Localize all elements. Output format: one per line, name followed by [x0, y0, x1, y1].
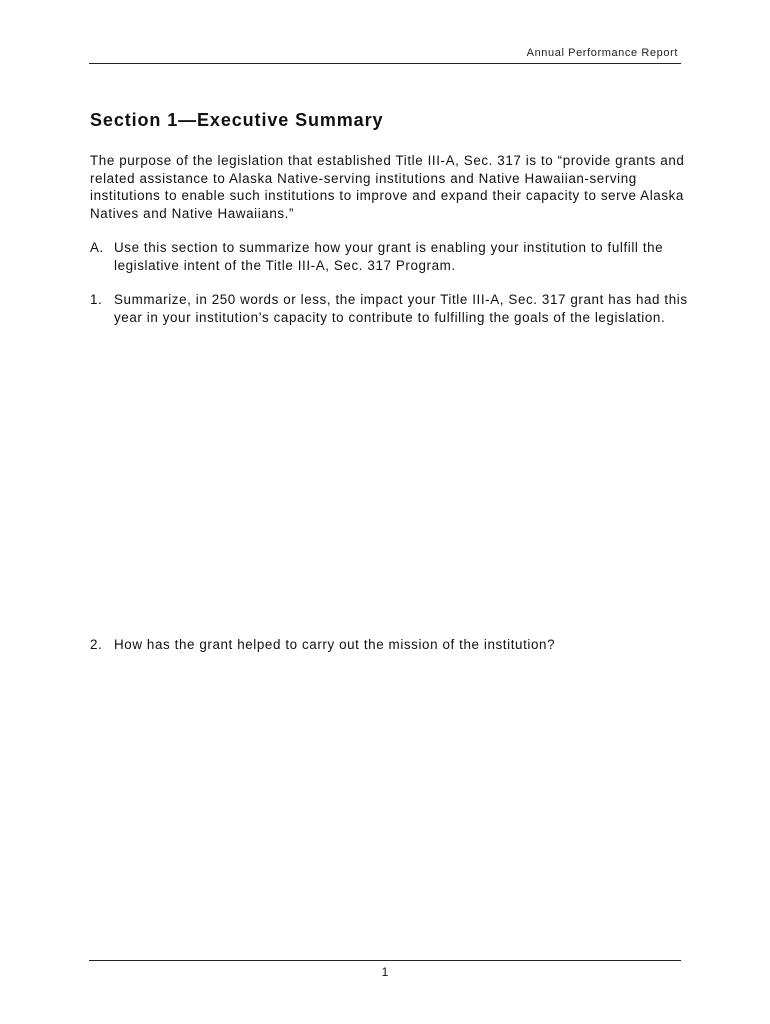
item-marker: A.: [90, 240, 104, 255]
item-marker: 1.: [90, 292, 103, 307]
item-text: Use this section to summarize how your grant is enabling your institution to fulfill the legislative intent of the Title III-A, Sec. 317 Program.: [114, 240, 664, 273]
intro-paragraph: The purpose of the legislation that established Title III-A, Sec. 317 is to “provide grants and related assistance to Alaska Native-serving institutions and Native Hawaiian-serving institutions to enable such institutions to improve and expand their capacity to serve Alaska Natives and Native Hawaiians.”: [90, 153, 685, 221]
section-title: Section 1—Executive Summary: [90, 110, 384, 130]
item-text: How has the grant helped to carry out the mission of the institution?: [114, 637, 556, 652]
item-text: Summarize, in 250 words or less, the impact your Title III-A, Sec. 317 grant has had this year in your institution’s capacity to contribute to fulfilling the goals of the legislation.: [114, 292, 688, 325]
question-item-2: [90, 636, 690, 654]
page-footer: [89, 960, 681, 979]
page-number: 1: [381, 965, 389, 979]
question-item-1: [90, 291, 690, 326]
running-title: Annual Performance Report: [526, 47, 678, 59]
page-header: [89, 46, 681, 64]
instruction-item-a: [90, 239, 690, 274]
item-marker: 2.: [90, 637, 103, 652]
